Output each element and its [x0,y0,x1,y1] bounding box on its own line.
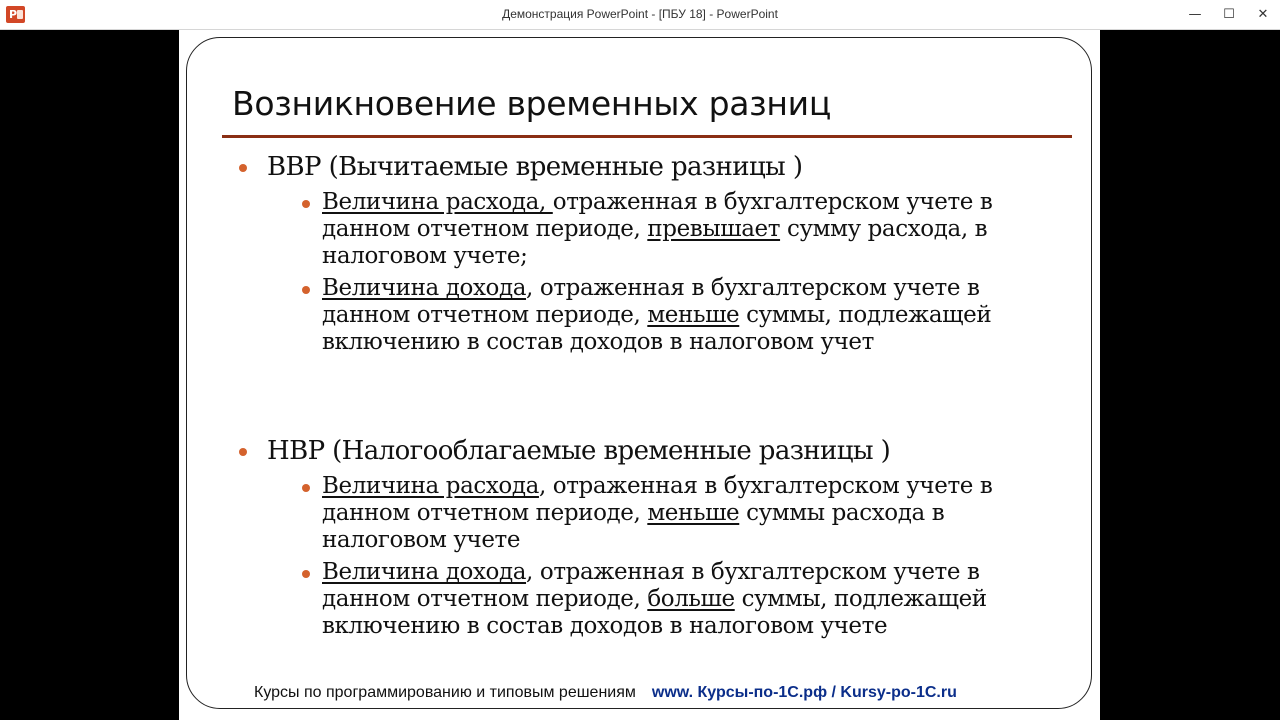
underlined-term: меньше [647,500,740,526]
list-item [322,275,1062,356]
item-text: суммы, подлежащей включению в состав доходов в налоговом учет [322,302,992,355]
close-button[interactable]: ✕ [1257,7,1269,22]
window-title: Демонстрация PowerPoint - [ПБУ 18] - PowerPoint [502,7,778,21]
underlined-term: Величина дохода [322,559,527,585]
bullet-icon [239,448,247,456]
list-item [322,189,1062,270]
window-titlebar [0,0,1280,30]
app-icon-letter: P [9,8,18,21]
item-text: отраженная в бухгалтерском учете в данном отчетном периоде, [322,189,993,242]
footer-link[interactable]: www. Курсы-по-1С.рф / Kursy-po-1C.ru [651,684,957,701]
item-text: суммы, подлежащей включению в состав доходов в налоговом учете [322,586,987,639]
underlined-term: превышает [647,216,781,242]
bullet-icon [302,484,310,492]
maximize-button[interactable]: ☐ [1223,7,1235,22]
underlined-term: меньше [647,302,740,328]
slide-title: Возникновение временных разниц [232,84,831,123]
section-heading [267,150,1067,184]
title-divider [222,135,1072,138]
item-text: , отраженная в бухгалтерском учете в данном отчетном периоде, [322,559,980,612]
bullet-icon [302,286,310,294]
bullet-icon [239,164,247,172]
slide[interactable] [179,30,1100,720]
underlined-term: Величина дохода [322,275,527,301]
item-text: , отраженная в бухгалтерском учете в данном отчетном периоде, [322,473,993,526]
window-controls [1178,0,1280,29]
underlined-term: больше [647,586,735,612]
section-vvr [267,150,1067,356]
item-text: сумму расхода, в налоговом учете; [322,216,988,269]
section-heading-text: НВР (Налогооблагаемые временные разницы ) [267,436,891,466]
minimize-button[interactable]: — [1188,7,1202,22]
list-item [322,559,1062,640]
bullet-icon [302,570,310,578]
list-item [322,473,1062,554]
section-heading-text: ВВР (Вычитаемые временные разницы ) [267,152,803,182]
slide-footer [254,684,957,702]
underlined-term: Величина расхода [322,473,539,499]
section-nvr [267,434,1067,640]
item-text: суммы расхода в налоговом учете [322,500,945,553]
underlined-term: Величина расхода, [322,189,553,215]
bullet-icon [302,200,310,208]
item-text: , отраженная в бухгалтерском учете в данном отчетном периоде, [322,275,980,328]
slide-content [267,150,1067,640]
section-heading [267,434,1067,468]
footer-text: Курсы по программированию и типовым решениям [254,684,636,701]
